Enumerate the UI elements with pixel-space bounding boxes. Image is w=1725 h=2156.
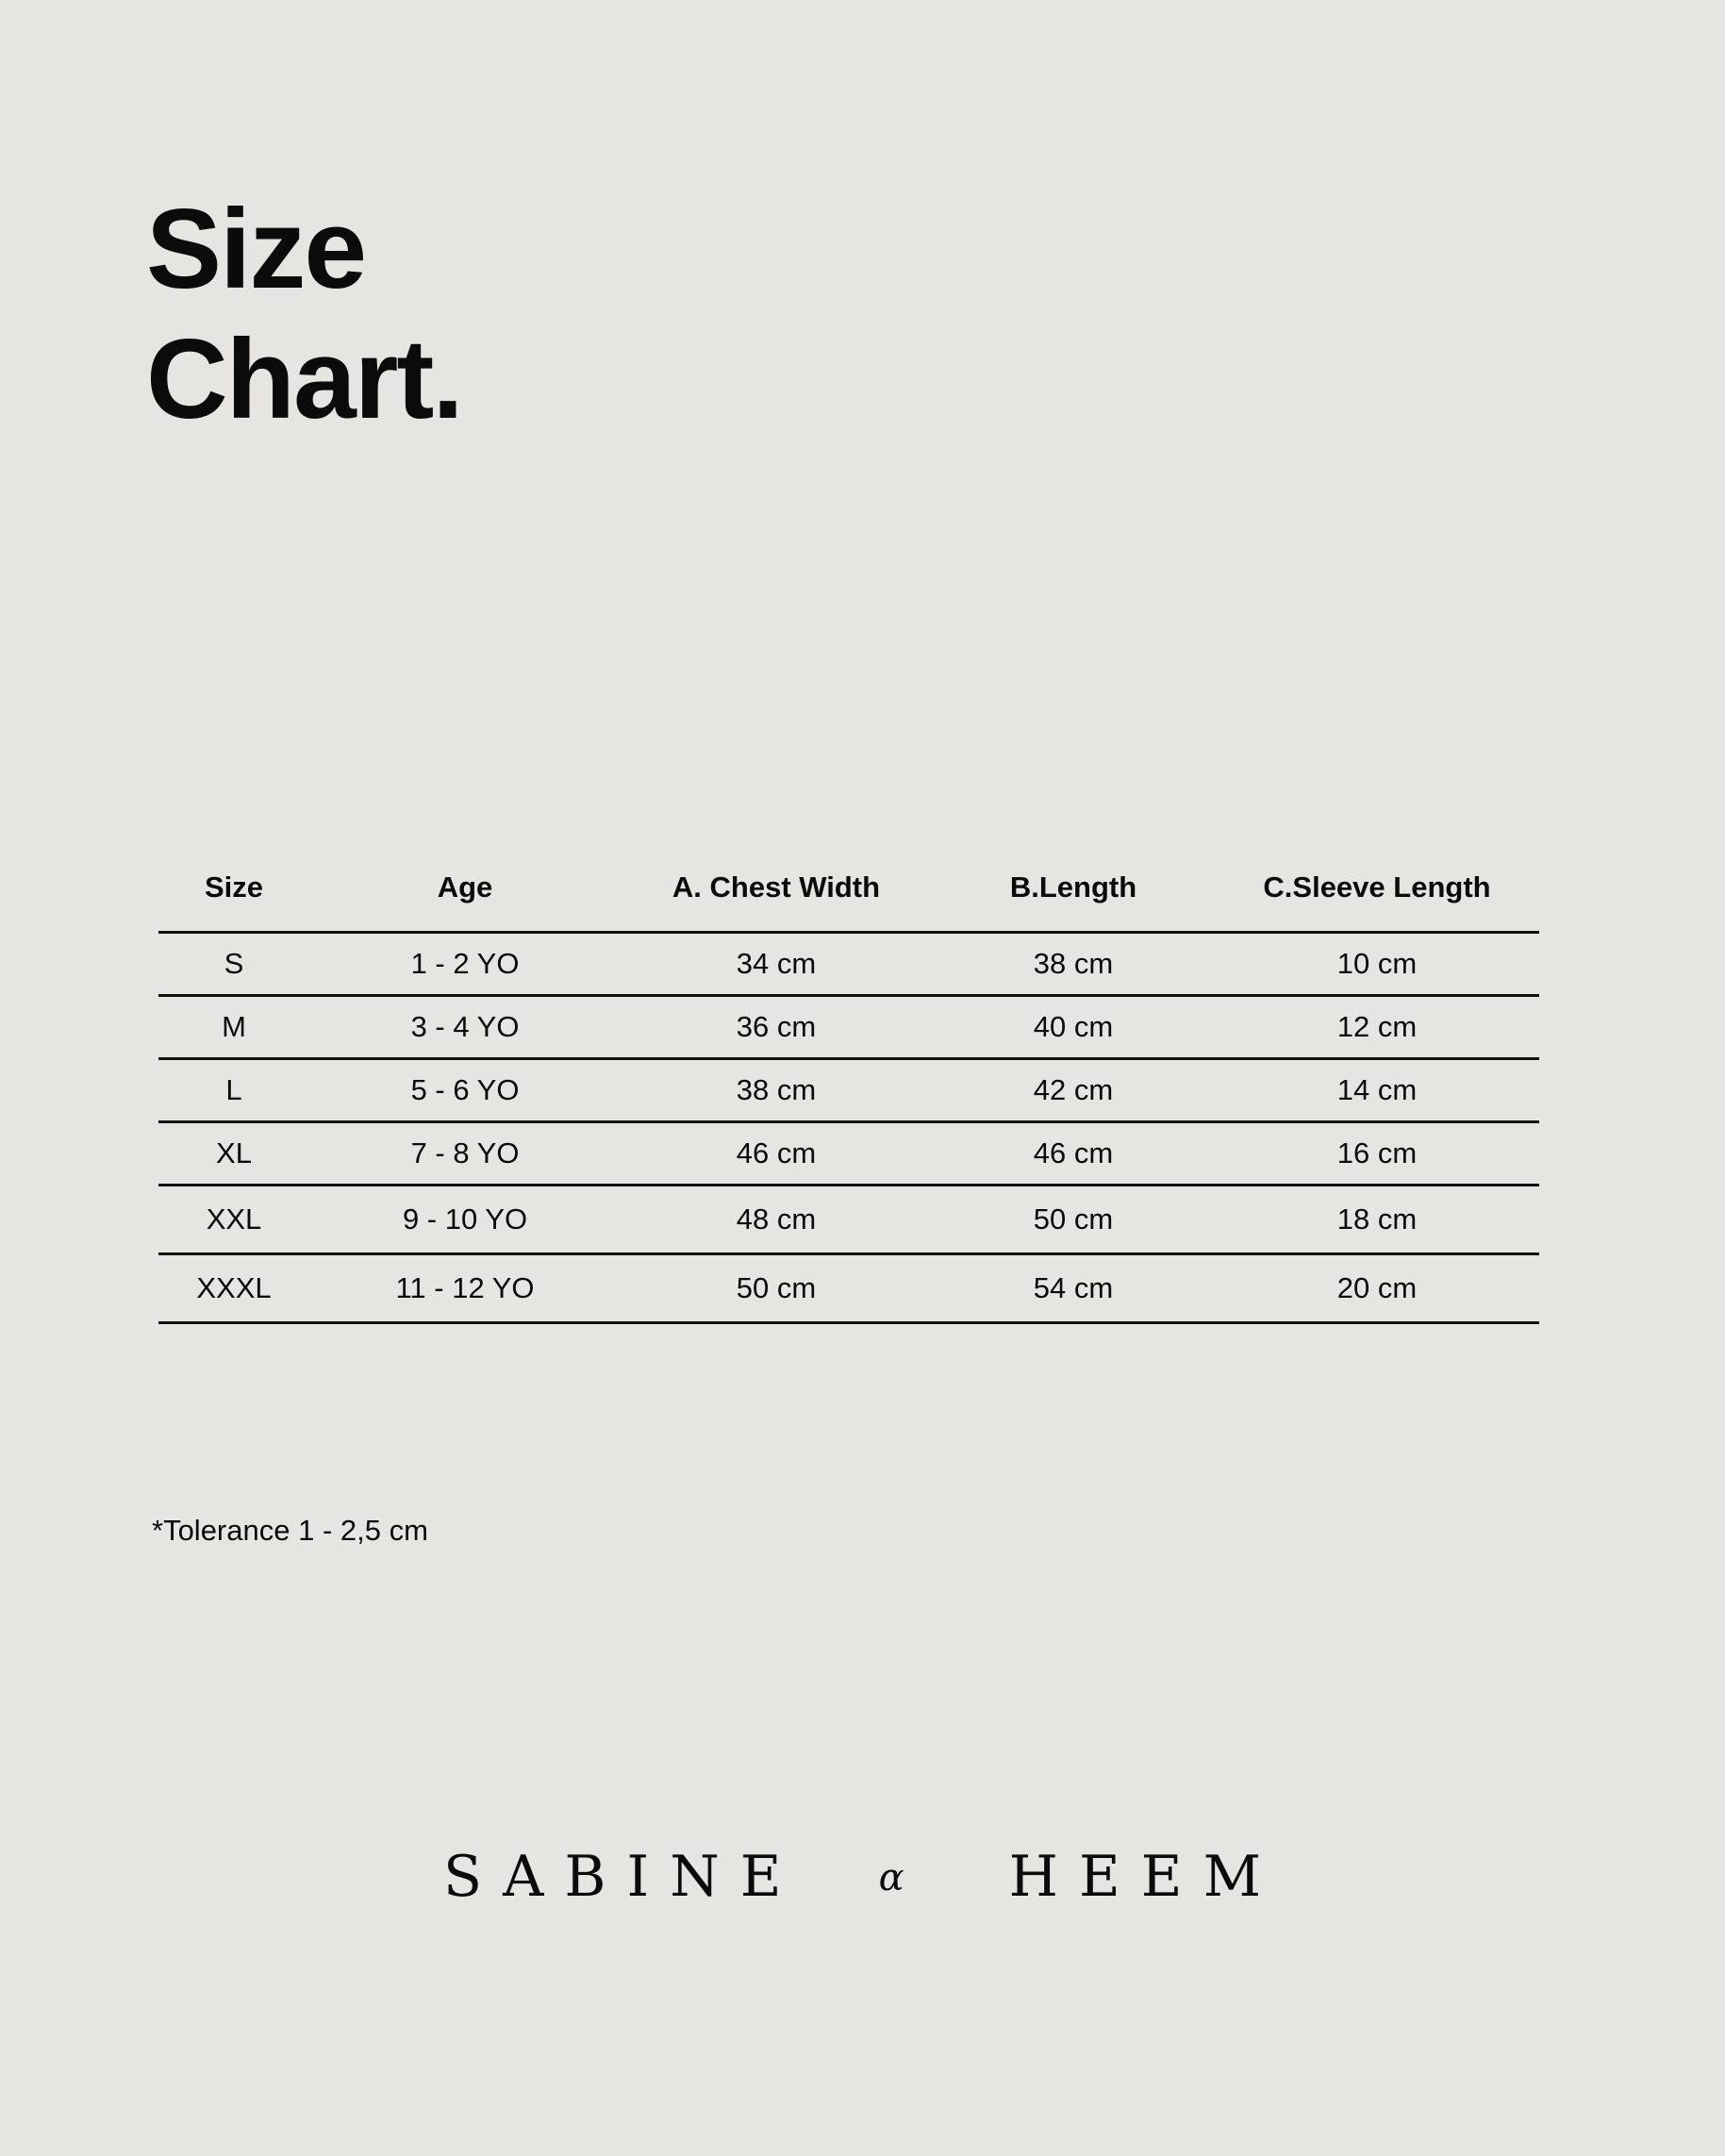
header-sleeve-length: C.Sleeve Length [1263, 871, 1491, 904]
cell-age: 1 - 2 YO [309, 933, 621, 996]
table-row [158, 1254, 1539, 1323]
table-header-row [158, 844, 1539, 933]
cell-chest-width: 36 cm [621, 996, 932, 1059]
header-age: Age [437, 871, 493, 904]
cell-sleeve-length: 12 cm [1215, 996, 1539, 1059]
table-row [158, 1122, 1539, 1186]
cell-age: 9 - 10 YO [309, 1186, 621, 1254]
page-title [146, 184, 462, 444]
cell-length: 50 cm [932, 1186, 1215, 1254]
table-row [158, 933, 1539, 996]
cell-size: XXXL [158, 1254, 309, 1323]
header-size: Size [204, 871, 264, 904]
cell-size: M [158, 996, 309, 1059]
cell-age: 11 - 12 YO [309, 1254, 621, 1323]
header-chest-width: A. Chest Width [672, 871, 881, 904]
table-row [158, 1186, 1539, 1254]
cell-length: 46 cm [932, 1122, 1215, 1186]
header-length: B.Length [1009, 871, 1137, 904]
table-row [158, 1059, 1539, 1122]
cell-chest-width: 46 cm [621, 1122, 932, 1186]
title-line-1: Size [146, 186, 366, 312]
brand-logo [0, 1844, 1725, 1910]
brand-name-right: HEEM [1008, 1844, 1283, 1910]
size-chart-table [158, 844, 1539, 1324]
cell-length: 38 cm [932, 933, 1215, 996]
cell-sleeve-length: 18 cm [1215, 1186, 1539, 1254]
tolerance-note: *Tolerance 1 - 2,5 cm [152, 1514, 428, 1547]
title-line-2: Chart. [146, 316, 462, 442]
cell-age: 7 - 8 YO [309, 1122, 621, 1186]
cell-size: XL [158, 1122, 309, 1186]
cell-size: L [158, 1059, 309, 1122]
cell-age: 5 - 6 YO [309, 1059, 621, 1122]
cell-chest-width: 34 cm [621, 933, 932, 996]
cell-sleeve-length: 16 cm [1215, 1122, 1539, 1186]
cell-size: S [158, 933, 309, 996]
cell-sleeve-length: 14 cm [1215, 1059, 1539, 1122]
cell-chest-width: 48 cm [621, 1186, 932, 1254]
cell-length: 42 cm [932, 1059, 1215, 1122]
table-row [158, 996, 1539, 1059]
brand-mark-icon: α [878, 1856, 904, 1899]
cell-length: 54 cm [932, 1254, 1215, 1323]
cell-chest-width: 38 cm [621, 1059, 932, 1122]
cell-sleeve-length: 10 cm [1215, 933, 1539, 996]
cell-length: 40 cm [932, 996, 1215, 1059]
cell-age: 3 - 4 YO [309, 996, 621, 1059]
cell-chest-width: 50 cm [621, 1254, 932, 1323]
cell-size: XXL [158, 1186, 309, 1254]
cell-sleeve-length: 20 cm [1215, 1254, 1539, 1323]
brand-name-left: SABINE [442, 1844, 803, 1910]
